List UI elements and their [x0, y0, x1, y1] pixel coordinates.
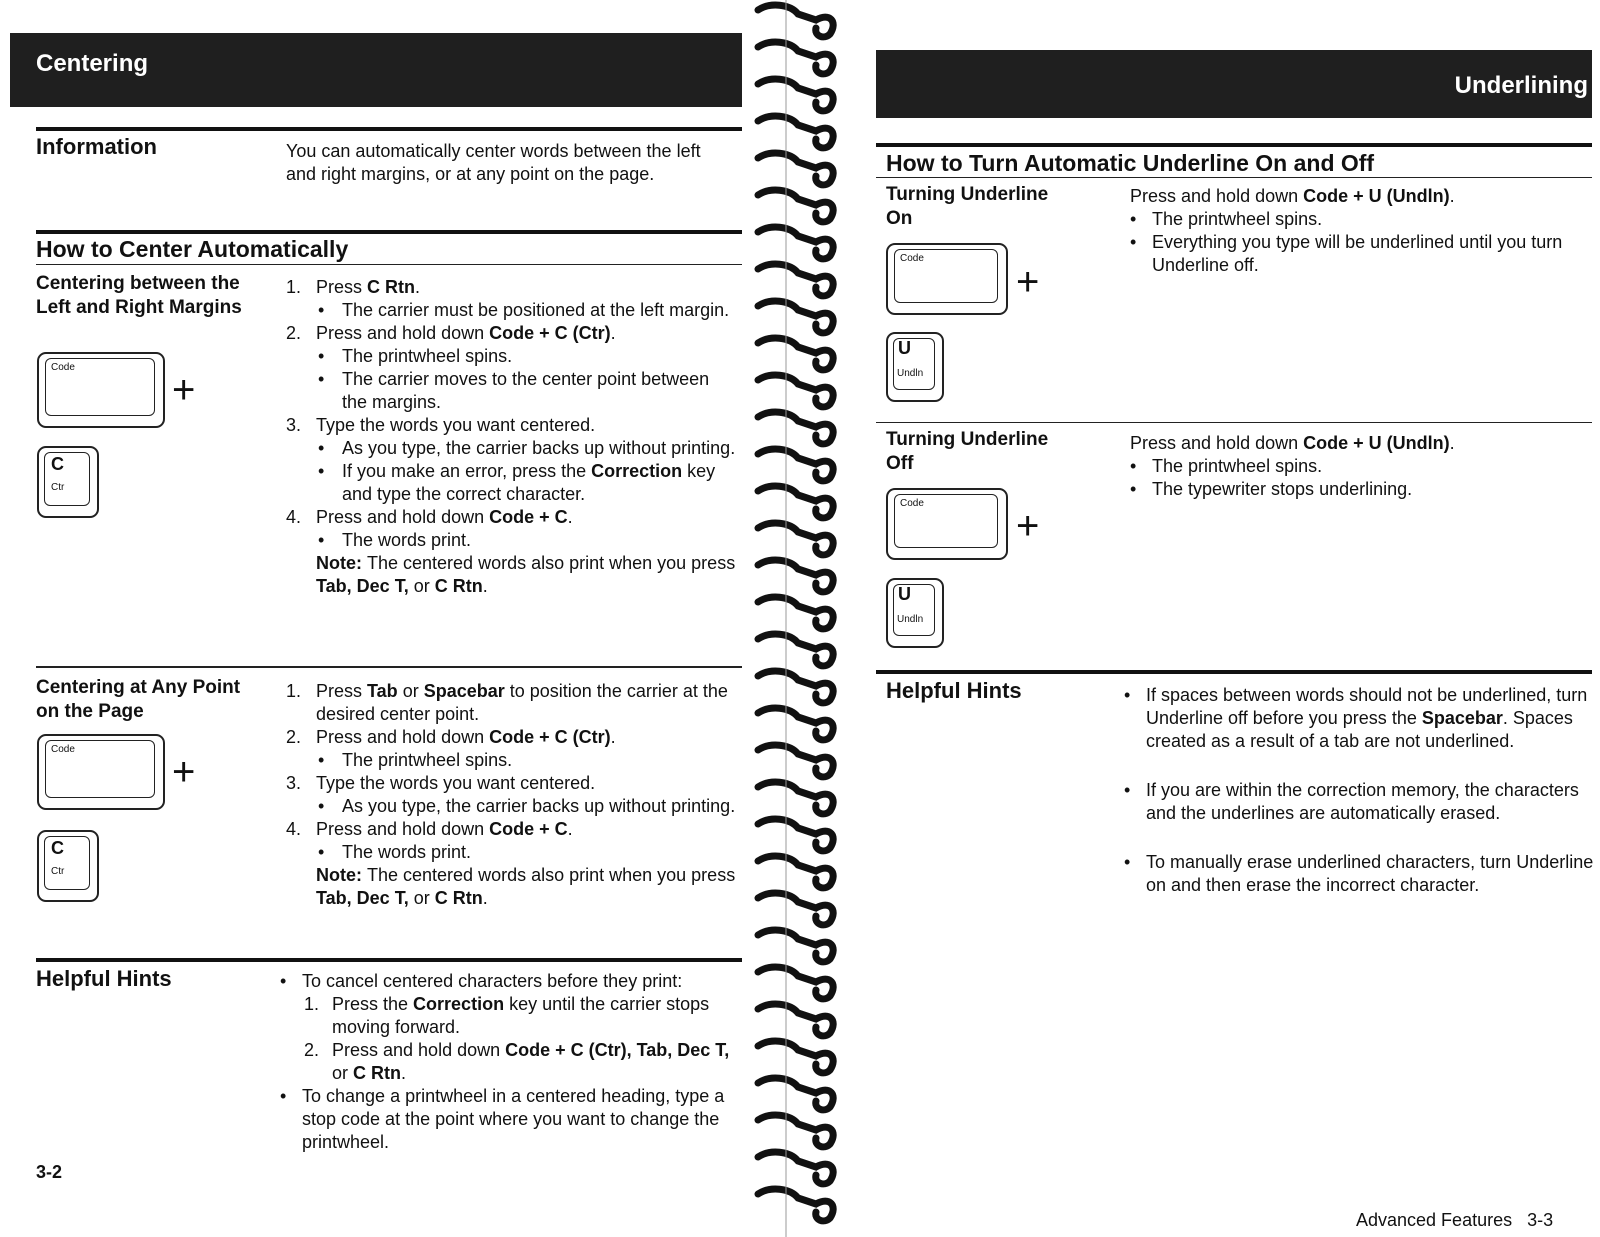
step: 2. Press and hold down Code + C (Ctr).	[286, 323, 616, 343]
spiral-coil	[758, 375, 833, 407]
spiral-coil	[758, 708, 833, 740]
instruction-bullet: • Everything you type will be underlined until you turn Underline off.	[1130, 232, 1563, 275]
code-key-icon: Code	[886, 243, 1008, 315]
underline-how-rule	[876, 143, 1592, 147]
right-header-title: Underlining	[1454, 72, 1588, 99]
sec2-steps	[286, 680, 736, 910]
spiral-coil	[758, 116, 833, 148]
left-hints-text	[280, 970, 740, 1154]
step-bullet: • The carrier must be positioned at the left margin.	[318, 300, 730, 320]
step: 1. Press C Rtn.	[286, 277, 421, 297]
spiral-coil	[758, 264, 833, 296]
sec1-label: Centering between the Left and Right Margins	[36, 273, 242, 318]
spiral-coil	[758, 338, 833, 370]
note: Note: The centered words also print when you press Tab, Dec T, or C Rtn.	[316, 553, 736, 596]
left-header-title: Centering	[36, 50, 149, 77]
spiral-coil	[758, 227, 833, 259]
step: 3. Type the words you want centered.	[286, 415, 596, 435]
spiral-coil	[758, 671, 833, 703]
spiral-coil	[758, 967, 833, 999]
hint-bullet: • To cancel centered characters before they print:	[280, 971, 683, 991]
note: Note: The centered words also print when you press Tab, Dec T, or C Rtn.	[316, 865, 736, 908]
spiral-coil	[758, 190, 833, 222]
spiral-coil	[758, 745, 833, 777]
step: 2. Press and hold down Code + C (Ctr).	[286, 727, 616, 747]
step-bullet: • If you make an error, press the Correction key and type the correct character.	[318, 461, 716, 504]
spiral-coil	[758, 412, 833, 444]
code-key-icon: Code	[886, 488, 1008, 560]
underline-off-rule	[876, 422, 1592, 423]
spiral-coil	[758, 1152, 833, 1184]
step-bullet: • As you type, the carrier backs up without printing.	[318, 796, 736, 816]
u-key-icon: U Undln	[886, 578, 944, 648]
spiral-coil	[758, 486, 833, 518]
spiral-coil	[758, 42, 833, 74]
instruction-bullet: • The typewriter stops underlining.	[1130, 479, 1413, 499]
spiral-coil	[758, 893, 833, 925]
sec2-label: Centering at Any Point on the Page	[36, 677, 241, 722]
spiral-binding	[750, 0, 846, 1237]
right-hints-text	[1124, 684, 1594, 923]
step-bullet: • The carrier moves to the center point between the margins.	[318, 369, 710, 412]
spiral-coil	[758, 1078, 833, 1110]
spiral-coil	[758, 819, 833, 851]
instruction-bullet: • The printwheel spins.	[1130, 209, 1323, 229]
step-bullet: • The printwheel spins.	[318, 750, 513, 770]
spiral-coil	[758, 1004, 833, 1036]
hint-bullet: • To manually erase underlined characters, turn Underline on and then erase the incorrect character.	[1124, 852, 1594, 895]
step-bullet: • The words print.	[318, 530, 472, 550]
c-key-icon: C Ctr	[37, 830, 99, 902]
step-bullet: • The words print.	[318, 842, 472, 862]
spiral-coil	[758, 1115, 833, 1147]
step: 1. Press Tab or Spacebar to position the carrier at the desired center point.	[286, 681, 728, 724]
spiral-coil	[758, 856, 833, 888]
sec2-rule	[36, 666, 742, 668]
spiral-coil	[758, 597, 833, 629]
right-hints-label: Helpful Hints	[886, 678, 1022, 703]
left-hints-label: Helpful Hints	[36, 966, 172, 991]
spiral-coil	[758, 79, 833, 111]
spiral-coil	[758, 634, 833, 666]
underline-off-text	[1130, 432, 1590, 501]
u-key-icon: U Undln	[886, 332, 944, 402]
hint-bullet: • If you are within the correction memory, the characters and the underlines are automatically erased.	[1124, 780, 1579, 823]
spiral-coil	[758, 1189, 833, 1221]
step: 4. Press and hold down Code + C.	[286, 819, 573, 839]
spiral-coil	[758, 560, 833, 592]
plus-icon: +	[172, 368, 196, 412]
instruction: Press and hold down Code + U (Undln).	[1130, 433, 1455, 453]
left-page-number: 3-2	[36, 1162, 63, 1182]
underline-how-underline	[876, 177, 1592, 178]
hint-step: 2. Press and hold down Code + C (Ctr), Tab, Dec T, or C Rtn.	[304, 1040, 730, 1083]
hint-bullet: • If spaces between words should not be underlined, turn Underline off before you press the Spacebar. Spaces created as a result of a tab are not underlined.	[1124, 685, 1588, 751]
plus-icon: +	[1016, 504, 1040, 548]
information-label: Information	[36, 134, 157, 159]
instruction: Press and hold down Code + U (Undln).	[1130, 186, 1455, 206]
step-bullet: • As you type, the carrier backs up without printing.	[318, 438, 736, 458]
how-center-underline	[36, 264, 742, 265]
c-key-icon: C Ctr	[37, 446, 99, 518]
information-text: You can automatically center words between the left and right margins, or at any point on the page.	[286, 141, 701, 184]
step: 3. Type the words you want centered.	[286, 773, 596, 793]
spiral-coil	[758, 930, 833, 962]
info-rule	[36, 127, 742, 131]
right-footer: Advanced Features 3-3	[1356, 1210, 1554, 1230]
spiral-coil	[758, 523, 833, 555]
hint-bullet: • To change a printwheel in a centered heading, type a stop code at the point where you want to change the printwheel.	[280, 1086, 725, 1152]
left-hints-rule	[36, 958, 742, 962]
underline-how-title: How to Turn Automatic Underline On and Off	[886, 150, 1375, 176]
hint-step: 1. Press the Correction key until the carrier stops moving forward.	[304, 994, 710, 1037]
spiral-coil	[758, 782, 833, 814]
spiral-coil	[758, 5, 833, 37]
spiral-coil	[758, 301, 833, 333]
sec1-steps	[286, 276, 736, 598]
spiral-coil	[758, 1041, 833, 1073]
spiral-coil	[758, 449, 833, 481]
plus-icon: +	[1016, 260, 1040, 304]
step-bullet: • The printwheel spins.	[318, 346, 513, 366]
underline-on-label: Turning Underline On	[886, 184, 1049, 229]
how-center-rule	[36, 230, 742, 234]
instruction-bullet: • The printwheel spins.	[1130, 456, 1323, 476]
plus-icon: +	[172, 750, 196, 794]
code-key-icon: Code	[37, 352, 165, 428]
how-center-title: How to Center Automatically	[36, 236, 349, 262]
spiral-coil	[758, 153, 833, 185]
code-key-icon: Code	[37, 734, 165, 810]
right-hints-rule	[876, 670, 1592, 674]
underline-on-text	[1130, 185, 1590, 277]
step: 4. Press and hold down Code + C.	[286, 507, 573, 527]
underline-off-label: Turning Underline Off	[886, 429, 1049, 474]
